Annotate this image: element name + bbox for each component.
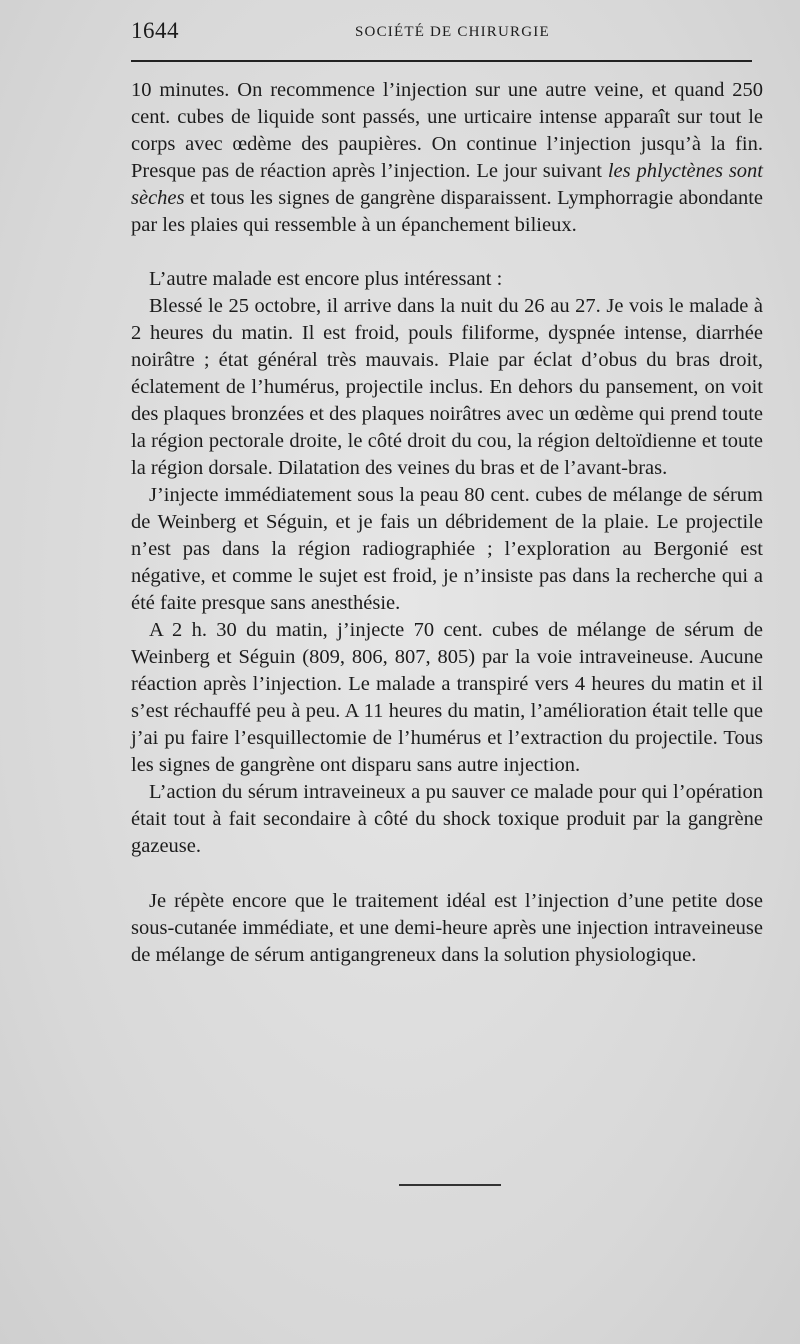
running-head: SOCIÉTÉ DE CHIRURGIE: [355, 24, 550, 40]
end-rule: [399, 1184, 501, 1186]
page-header: [131, 14, 761, 48]
body-text: [131, 77, 763, 969]
page-number: 1644: [131, 18, 179, 43]
paragraph: Blessé le 25 octobre, il arrive dans la nuit du 26 au 27. Je vois le malade à 2 heures du matin. Il est froid, pouls filiforme, dyspnée intense, diarrhée noirâtre ; état général très mauvais. Plaie par éclat d’obus du bras droit, éclatement de l’humérus, projectile inclus. En dehors du pansement, on voit des plaques bronzées et des plaques noirâtres avec un œdème qui prend toute la région pectorale droite, le côté droit du cou, la région deltoïdienne et toute la région dorsale. Dilatation des veines du bras et de l’avant-bras.: [131, 295, 763, 479]
italic-phrase: les phlyctènes sont sèches: [131, 160, 763, 209]
header-rule: [131, 60, 752, 62]
paragraph: L’action du sérum intraveineux a pu sauver ce malade pour qui l’opération était tout à fait secondaire à côté du shock toxique produit par la gangrène gazeuse.: [131, 781, 763, 857]
paragraph: A 2 h. 30 du matin, j’injecte 70 cent. cubes de mélange de sérum de Weinberg et Séguin (809, 806, 807, 805) par la voie intraveineuse. Aucune réaction après l’injection. Le malade a transpiré vers 4 heures du matin et il s’est réchauffé peu à peu. A 11 heures du matin, l’amélioration était telle que j’ai pu faire l’esquillectomie de l’humérus et l’extraction du projectile. Tous les signes de gangrène ont disparu sans autre injection.: [131, 619, 763, 776]
paragraph-text: 10 minutes. On recommence l’injection sur une autre veine, et quand 250 cent. cubes de liquide sont passés, une urticaire intense apparaît sur tout le corps avec œdème des paupières. On continue l’injection jusqu’à la fin. Presque pas de réaction après l’injection. Le jour suivant: [131, 79, 763, 182]
paragraph: J’injecte immédiatement sous la peau 80 cent. cubes de mélange de sérum de Weinberg et Séguin, et je fais un débridement de la plaie. Le projectile n’est pas dans la région radiographiée ; l’exploration au Bergonié est négative, et comme le sujet est froid, je n’insiste pas dans la recherche qui a été faite presque sans anesthésie.: [131, 484, 763, 614]
paragraph-continuation: [131, 77, 763, 239]
paragraph: Je répète encore que le traitement idéal est l’injection d’une petite dose sous-cutanée immédiate, et une demi-heure après une injection intraveineuse de mélange de sérum antigangreneux dans la solution physiologique.: [131, 890, 763, 966]
paragraph-text: et tous les signes de gangrène disparaissent. Lymphorragie abondante par les plaies qui ressemble à un épanchement bilieux.: [131, 187, 763, 236]
paragraph: L’autre malade est encore plus intéressant :: [149, 268, 503, 290]
